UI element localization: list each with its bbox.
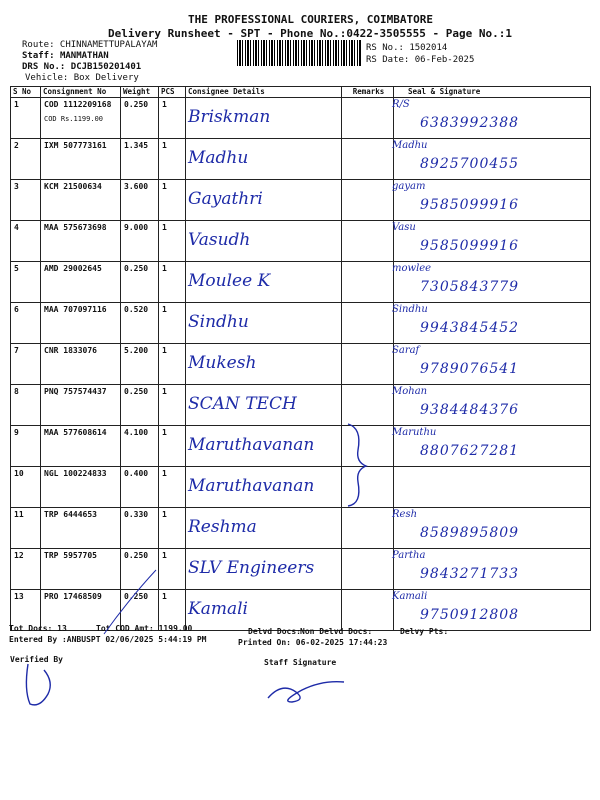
printed-on: Printed On: 06-02-2025 17:44:23 <box>238 638 388 647</box>
col-consignment: Consignment No <box>41 87 121 98</box>
handwritten-consignee: Maruthavanan <box>188 476 315 496</box>
drs-label: DRS No.: <box>22 62 66 72</box>
row-remarks-cell <box>342 139 394 180</box>
handwritten-phone: 9585099916 <box>420 238 520 254</box>
handwritten-phone: 8807627281 <box>420 443 520 459</box>
handwritten-signature: mowlee <box>392 263 432 274</box>
non-delivered-docs: Non Delvd Docs: <box>300 627 373 636</box>
company-title: THE PROFESSIONAL COURIERS, COIMBATORE <box>188 13 434 26</box>
row-consignment-no: MAA 575673698 <box>44 223 107 232</box>
col-sno: S No <box>11 87 41 98</box>
row-pcs: 1 <box>162 469 167 478</box>
row-weight: 9.000 <box>124 223 149 232</box>
row-pcs: 1 <box>162 141 167 150</box>
handwritten-phone: 9384484376 <box>420 402 520 418</box>
staff-label: Staff: <box>22 51 55 61</box>
handwritten-signature: Sindhu <box>392 304 428 315</box>
total-cod: Tot COD Amt: 1199.00 <box>96 624 193 633</box>
handwritten-phone: 9585099916 <box>420 197 520 213</box>
row-consignment-no: NGL 100224833 <box>44 469 107 478</box>
rs-number: RS No.: 1502014 <box>366 43 448 53</box>
row-pcs: 1 <box>162 346 167 355</box>
row-pcs: 1 <box>162 264 167 273</box>
handwritten-consignee: Madhu <box>188 148 249 168</box>
row-sno: 12 <box>14 551 24 560</box>
handwritten-phone: 9843271733 <box>420 566 520 582</box>
runsheet-subtitle: Delivery Runsheet - SPT - Phone No.:0422-3505555 - Page No.:1 <box>108 27 512 40</box>
rs-date: RS Date: 06-Feb-2025 <box>366 55 475 65</box>
handwritten-consignee: SCAN TECH <box>188 394 297 414</box>
row-weight: 0.250 <box>124 592 149 601</box>
delivery-points: Delvy Pts: <box>400 627 449 636</box>
row-remarks-cell <box>342 98 394 139</box>
row-weight: 5.200 <box>124 346 149 355</box>
handwritten-consignee: Kamali <box>188 599 248 619</box>
verifier-signature-mark <box>14 660 74 710</box>
row-weight: 0.400 <box>124 469 149 478</box>
col-seal-signature: Seal & Signature <box>394 87 591 98</box>
handwritten-consignee: Sindhu <box>188 312 249 332</box>
row-sno: 5 <box>14 264 19 273</box>
row-weight: 4.100 <box>124 428 149 437</box>
handwritten-signature: Maruthu <box>392 427 437 438</box>
row-remarks-cell <box>342 262 394 303</box>
table-header <box>11 87 591 98</box>
barcode <box>237 40 361 66</box>
row-signature-cell <box>394 467 591 508</box>
handwritten-signature: Kamali <box>392 591 428 602</box>
brace-mark <box>340 420 370 510</box>
row-pcs: 1 <box>162 551 167 560</box>
total-docs: Tot Docs: 13 <box>9 624 67 633</box>
col-remarks: Remarks <box>342 87 394 98</box>
handwritten-phone: 8925700455 <box>420 156 520 172</box>
row-consignment-no: TRP 6444653 <box>44 510 97 519</box>
row-sno: 9 <box>14 428 19 437</box>
row-pcs: 1 <box>162 305 167 314</box>
row-cod-amount: COD Rs.1199.00 <box>44 115 104 123</box>
row-consignment-no: COD 1112209168 <box>44 100 112 109</box>
handwritten-signature: Mohan <box>392 386 428 397</box>
route: Route: CHINNAMETTUPALAYAM <box>22 40 158 50</box>
handwritten-signature: Partha <box>392 550 426 561</box>
row-remarks-cell <box>342 508 394 549</box>
entered-by: Entered By :ANBUSPT 02/06/2025 5:44:19 PM <box>9 635 207 644</box>
row-remarks-cell <box>342 549 394 590</box>
delivered-docs: Delvd Docs: <box>248 627 301 636</box>
staff-signature-label: Staff Signature <box>264 658 337 667</box>
pen-stroke-mark <box>100 568 160 638</box>
handwritten-signature: Madhu <box>392 140 428 151</box>
row-weight: 0.250 <box>124 551 149 560</box>
row-sno: 3 <box>14 182 19 191</box>
handwritten-phone: 9943845452 <box>420 320 520 336</box>
row-weight: 3.600 <box>124 182 149 191</box>
row-sno: 7 <box>14 346 19 355</box>
row-sno: 6 <box>14 305 19 314</box>
row-sno: 10 <box>14 469 24 478</box>
handwritten-phone: 6383992388 <box>420 115 520 131</box>
row-pcs: 1 <box>162 100 167 109</box>
row-consignment-no: IXM 507773161 <box>44 141 107 150</box>
row-sno: 2 <box>14 141 19 150</box>
handwritten-signature: R/S <box>392 99 410 110</box>
row-remarks-cell <box>342 344 394 385</box>
staff-signature-mark <box>262 672 352 708</box>
row-pcs: 1 <box>162 510 167 519</box>
col-weight: Weight <box>121 87 159 98</box>
row-sno: 8 <box>14 387 19 396</box>
handwritten-consignee: Vasudh <box>188 230 251 250</box>
row-weight: 0.250 <box>124 264 149 273</box>
row-pcs: 1 <box>162 428 167 437</box>
row-pcs: 1 <box>162 182 167 191</box>
handwritten-consignee: SLV Engineers <box>188 558 315 578</box>
handwritten-phone: 8589895809 <box>420 525 520 541</box>
row-weight: 0.250 <box>124 387 149 396</box>
verified-by: Verified By <box>10 655 63 664</box>
col-consignee: Consignee Details <box>186 87 342 98</box>
row-consignment-no: PNQ 757574437 <box>44 387 107 396</box>
row-weight: 0.330 <box>124 510 149 519</box>
handwritten-phone: 9750912808 <box>420 607 520 623</box>
row-pcs: 1 <box>162 387 167 396</box>
handwritten-signature: Vasu <box>392 222 416 233</box>
row-sno: 13 <box>14 592 24 601</box>
handwritten-consignee: Moulee K <box>188 271 271 291</box>
handwritten-consignee: Mukesh <box>188 353 257 373</box>
handwritten-signature: Resh <box>392 509 418 520</box>
staff-name: MANMATHAN <box>59 51 109 61</box>
row-consignment-no: AMD 29002645 <box>44 264 102 273</box>
row-sno: 1 <box>14 100 19 109</box>
handwritten-consignee: Briskman <box>188 107 271 127</box>
row-consignment-no: CNR 1833076 <box>44 346 97 355</box>
handwritten-phone: 9789076541 <box>420 361 520 377</box>
row-sno: 4 <box>14 223 19 232</box>
handwritten-consignee: Maruthavanan <box>188 435 315 455</box>
row-remarks-cell <box>342 221 394 262</box>
handwritten-phone: 7305843779 <box>420 279 520 295</box>
staff <box>22 51 109 61</box>
row-remarks-cell <box>342 303 394 344</box>
drs-number <box>22 62 141 72</box>
row-weight: 0.520 <box>124 305 149 314</box>
row-weight: 0.250 <box>124 100 149 109</box>
row-pcs: 1 <box>162 223 167 232</box>
col-pcs: PCS <box>159 87 186 98</box>
handwritten-signature: Saraf <box>392 345 420 356</box>
row-consignment-no: MAA 577608614 <box>44 428 107 437</box>
row-weight: 1.345 <box>124 141 149 150</box>
row-pcs: 1 <box>162 592 167 601</box>
row-consignment-no: PRO 17468509 <box>44 592 102 601</box>
row-remarks-cell <box>342 180 394 221</box>
vehicle: Vehicle: Box Delivery <box>25 73 139 83</box>
handwritten-consignee: Gayathri <box>188 189 263 209</box>
row-consignment-no: TRP 5957705 <box>44 551 97 560</box>
handwritten-signature: gayam <box>392 181 426 192</box>
row-remarks-cell <box>342 590 394 631</box>
row-consignment-no: KCM 21500634 <box>44 182 102 191</box>
drs-value: DCJB150201401 <box>70 62 142 72</box>
handwritten-consignee: Reshma <box>188 517 257 537</box>
row-sno: 11 <box>14 510 24 519</box>
row-consignment-no: MAA 707097116 <box>44 305 107 314</box>
